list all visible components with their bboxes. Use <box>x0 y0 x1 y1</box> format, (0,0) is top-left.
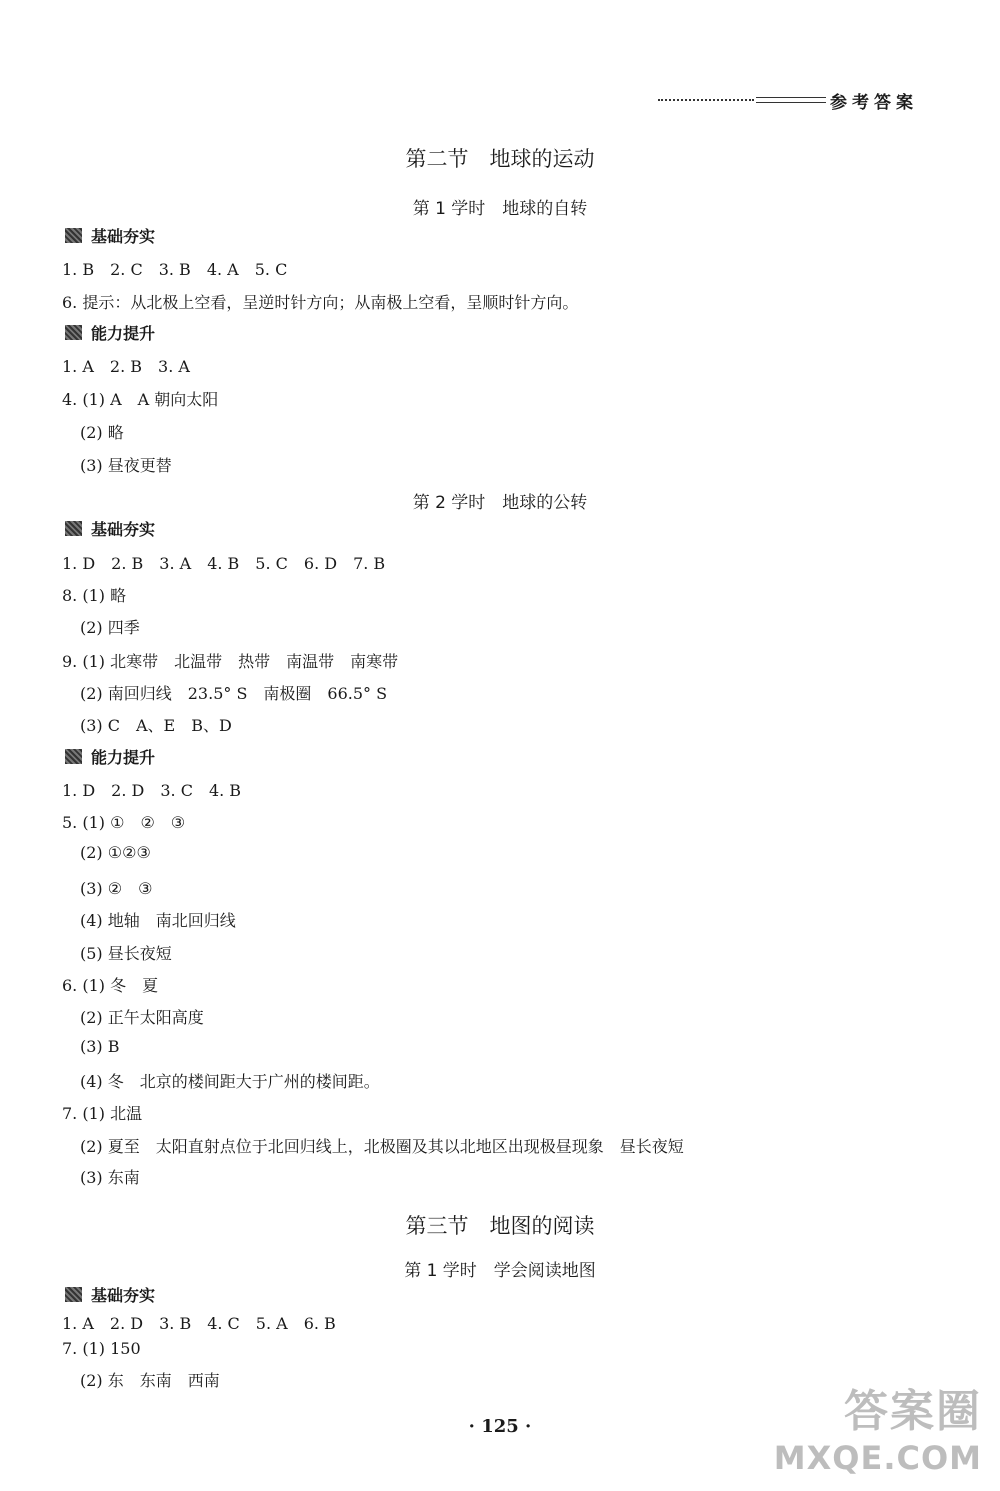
answer-line: (2) ①②③ <box>80 843 151 862</box>
answer-line: 6. (1) 冬 夏 <box>62 976 159 995</box>
page-number: · 125 · <box>468 1416 532 1437</box>
header-dotted-line <box>658 99 754 101</box>
square-icon <box>65 228 82 243</box>
watermark <box>774 1375 982 1477</box>
answer-line: (2) 四季 <box>80 618 140 637</box>
subheading-basic <box>65 1283 155 1306</box>
subheading-label: 基础夯实 <box>91 520 156 539</box>
answer-line: (3) B <box>80 1037 120 1056</box>
subheading-label: 能力提升 <box>91 748 156 767</box>
subheading-label: 基础夯实 <box>91 227 156 246</box>
square-icon <box>65 1287 82 1302</box>
square-icon <box>65 749 82 764</box>
lesson-title: 第 2 学时 地球的公转 <box>412 493 588 513</box>
header-double-line <box>756 97 826 103</box>
square-icon <box>65 521 82 536</box>
answer-line: 1. B 2. C 3. B 4. A 5. C <box>62 260 288 279</box>
subheading-basic <box>65 517 155 540</box>
answer-line: (4) 地轴 南北回归线 <box>80 911 236 930</box>
watermark-logo: 答案圈 <box>844 1386 982 1437</box>
answer-line: (2) 南回归线 23.5° S 南极圈 66.5° S <box>80 684 388 703</box>
answer-line: 5. (1) ① ② ③ <box>62 813 186 832</box>
answer-line: 9. (1) 北寒带 北温带 热带 南温带 南寒带 <box>62 652 399 671</box>
answer-line: (3) 昼夜更替 <box>80 456 172 475</box>
answer-line: 1. D 2. D 3. C 4. B <box>62 781 242 800</box>
header-title: 参考答案 <box>830 93 918 113</box>
answer-line: (4) 冬 北京的楼间距大于广州的楼间距。 <box>80 1072 380 1091</box>
answer-line: 1. A 2. D 3. B 4. C 5. A 6. B <box>62 1314 336 1333</box>
answer-line: 8. (1) 略 <box>62 586 127 605</box>
lesson-title: 第 1 学时 学会阅读地图 <box>404 1261 596 1281</box>
answer-line: (3) C A、E B、D <box>80 716 232 735</box>
answer-line: 7. (1) 北温 <box>62 1104 143 1123</box>
section-title: 第二节 地球的运动 <box>405 147 595 171</box>
answer-line: 1. D 2. B 3. A 4. B 5. C 6. D 7. B <box>62 554 386 573</box>
watermark-url: MXQE.COM <box>773 1439 982 1477</box>
answer-line: (2) 略 <box>80 423 124 442</box>
answer-line: (5) 昼长夜短 <box>80 944 172 963</box>
answer-line: (2) 东 东南 西南 <box>80 1371 220 1390</box>
subheading-label: 基础夯实 <box>91 1286 156 1305</box>
subheading-ability <box>65 321 155 344</box>
header-rule <box>658 97 826 103</box>
answer-line: (2) 夏至 太阳直射点位于北回归线上，北极圈及其以北地区出现极昼现象 昼长夜短 <box>80 1137 684 1156</box>
answer-line: 6. 提示：从北极上空看，呈逆时针方向；从南极上空看，呈顺时针方向。 <box>62 293 579 312</box>
subheading-label: 能力提升 <box>91 324 156 343</box>
square-icon <box>65 325 82 340</box>
lesson-title: 第 1 学时 地球的自转 <box>412 199 588 219</box>
answer-line: 1. A 2. B 3. A <box>62 357 190 376</box>
subheading-ability <box>65 745 155 768</box>
answer-line: (2) 正午太阳高度 <box>80 1008 204 1027</box>
answer-line: 7. (1) 150 <box>62 1339 141 1358</box>
section-title: 第三节 地图的阅读 <box>405 1214 595 1238</box>
answer-line: (3) ② ③ <box>80 879 153 898</box>
answer-line: (3) 东南 <box>80 1168 140 1187</box>
answer-line: 4. (1) A A 朝向太阳 <box>62 390 219 409</box>
subheading-basic <box>65 224 155 247</box>
